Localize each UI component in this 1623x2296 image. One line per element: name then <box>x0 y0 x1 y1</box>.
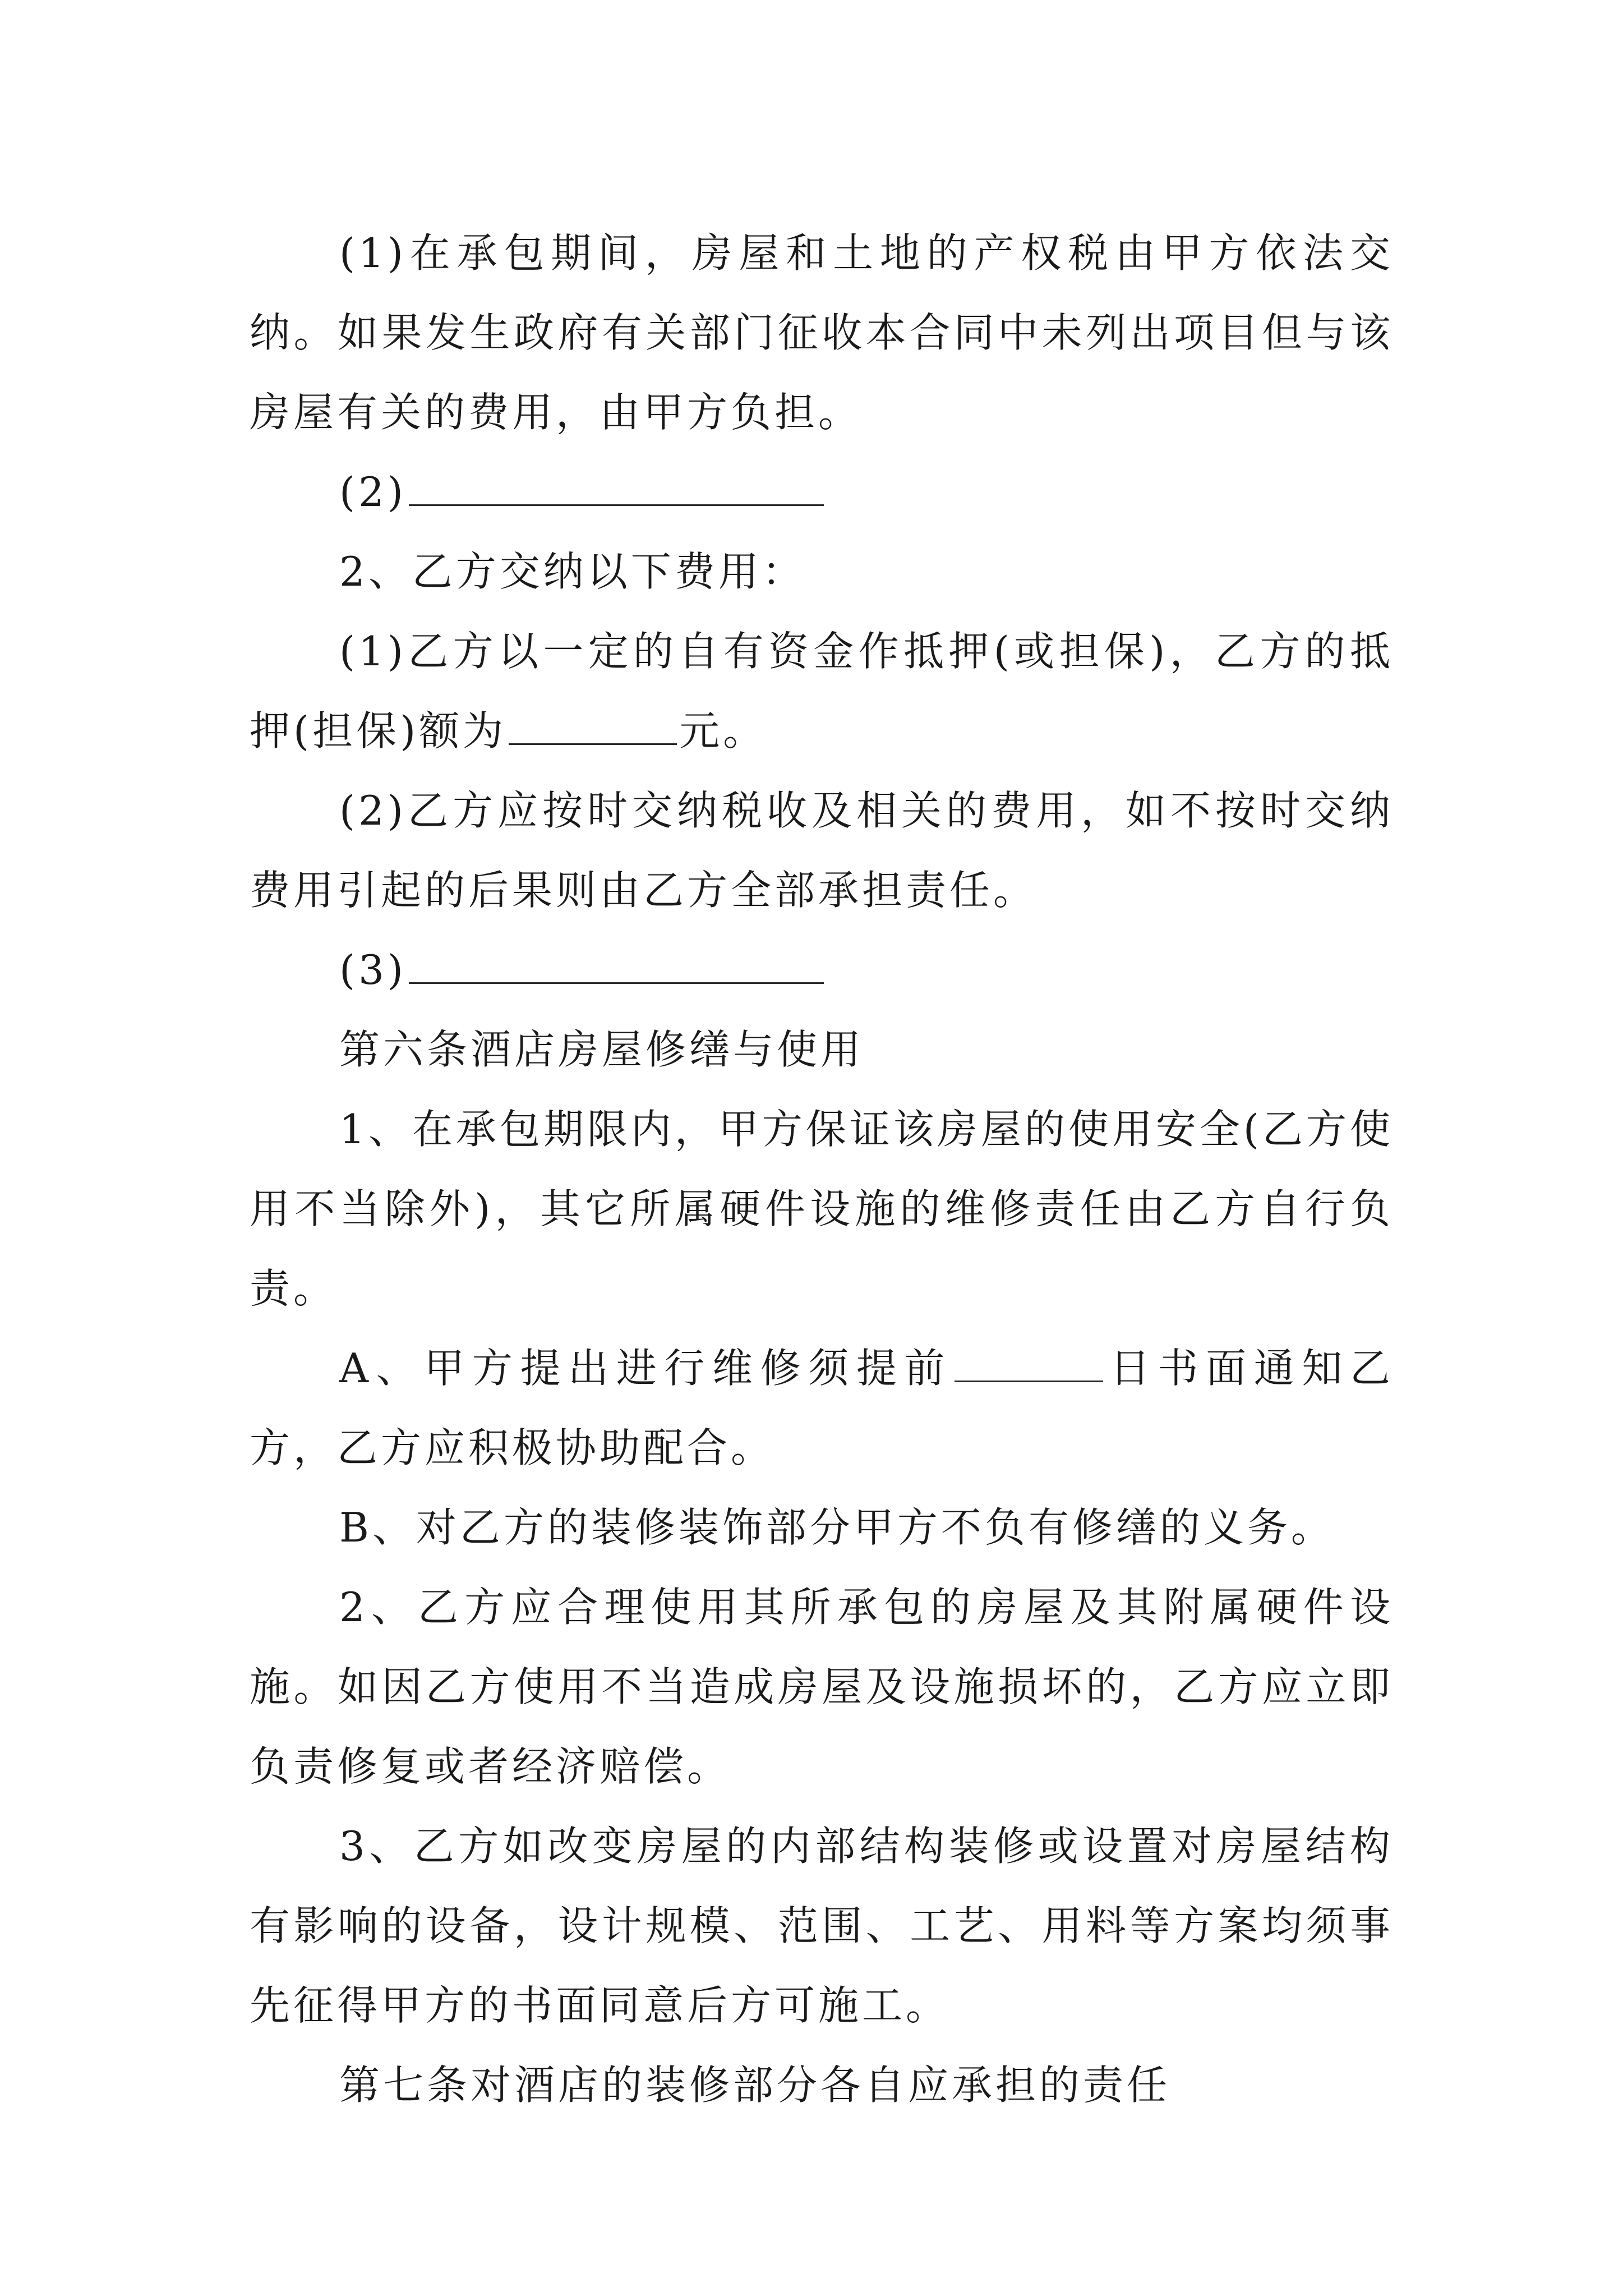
paragraph-11-text: 2、乙方应合理使用其所承包的房屋及其附属硬件设施。如因乙方使用不当造成房屋及设施损坏的，乙方应立即负责修复或者经济赔偿。 <box>250 1584 1394 1790</box>
document-body <box>250 213 1394 2125</box>
paragraph-9 <box>250 1328 1394 1488</box>
paragraph-3 <box>250 532 1394 611</box>
item-3-label: (3) <box>339 946 407 993</box>
paragraph-4 <box>250 611 1394 771</box>
paragraph-5-text: (2)乙方应按时交纳税收及相关的费用，如不按时交纳费用引起的后果则由乙方全部承担责任。 <box>250 787 1394 914</box>
paragraph-1 <box>250 213 1394 452</box>
paragraph-4-text-after: 元。 <box>679 707 767 754</box>
paragraph-9-text-after: 日书面通知乙方，乙方应积极协助配合。 <box>250 1345 1394 1471</box>
section-heading-7 <box>250 2045 1394 2125</box>
notice-days-blank[interactable] <box>955 1338 1103 1382</box>
section-heading-6 <box>250 1010 1394 1089</box>
paragraph-10 <box>250 1488 1394 1567</box>
paragraph-8 <box>250 1089 1394 1328</box>
deposit-amount-blank[interactable] <box>509 701 677 745</box>
paragraph-6 <box>250 930 1394 1010</box>
paragraph-5 <box>250 771 1394 930</box>
section-heading-7-text: 第七条对酒店的装修部分各自应承担的责任 <box>339 2062 1171 2109</box>
section-heading-6-text: 第六条酒店房屋修缮与使用 <box>339 1026 865 1073</box>
fill-in-blank[interactable] <box>409 462 824 506</box>
paragraph-12-text: 3、乙方如改变房屋的内部结构装修或设置对房屋结构有影响的设备，设计规模、范围、工艺、用料等方案均须事先征得甲方的书面同意后方可施工。 <box>250 1823 1394 2029</box>
paragraph-12 <box>250 1806 1394 2045</box>
paragraph-2 <box>250 452 1394 532</box>
paragraph-11 <box>250 1567 1394 1806</box>
paragraph-9-text-before: A、甲方提出进行维修须提前 <box>339 1345 953 1392</box>
paragraph-8-text: 1、在承包期限内，甲方保证该房屋的使用安全(乙方使用不当除外)，其它所属硬件设施的维修责任由乙方自行负责。 <box>250 1106 1394 1312</box>
paragraph-4-text-before: (1)乙方以一定的自有资金作抵押(或担保)，乙方的抵押(担保)额为 <box>250 628 1394 754</box>
fill-in-blank[interactable] <box>409 940 824 984</box>
paragraph-1-text: (1)在承包期间，房屋和土地的产权税由甲方依法交纳。如果发生政府有关部门征收本合同中未列出项目但与该房屋有关的费用，由甲方负担。 <box>250 229 1394 436</box>
paragraph-3-text: 2、乙方交纳以下费用： <box>339 548 806 595</box>
paragraph-10-text: B、对乙方的装修装饰部分甲方不负有修缮的义务。 <box>339 1504 1335 1551</box>
item-2-label: (2) <box>339 468 407 516</box>
